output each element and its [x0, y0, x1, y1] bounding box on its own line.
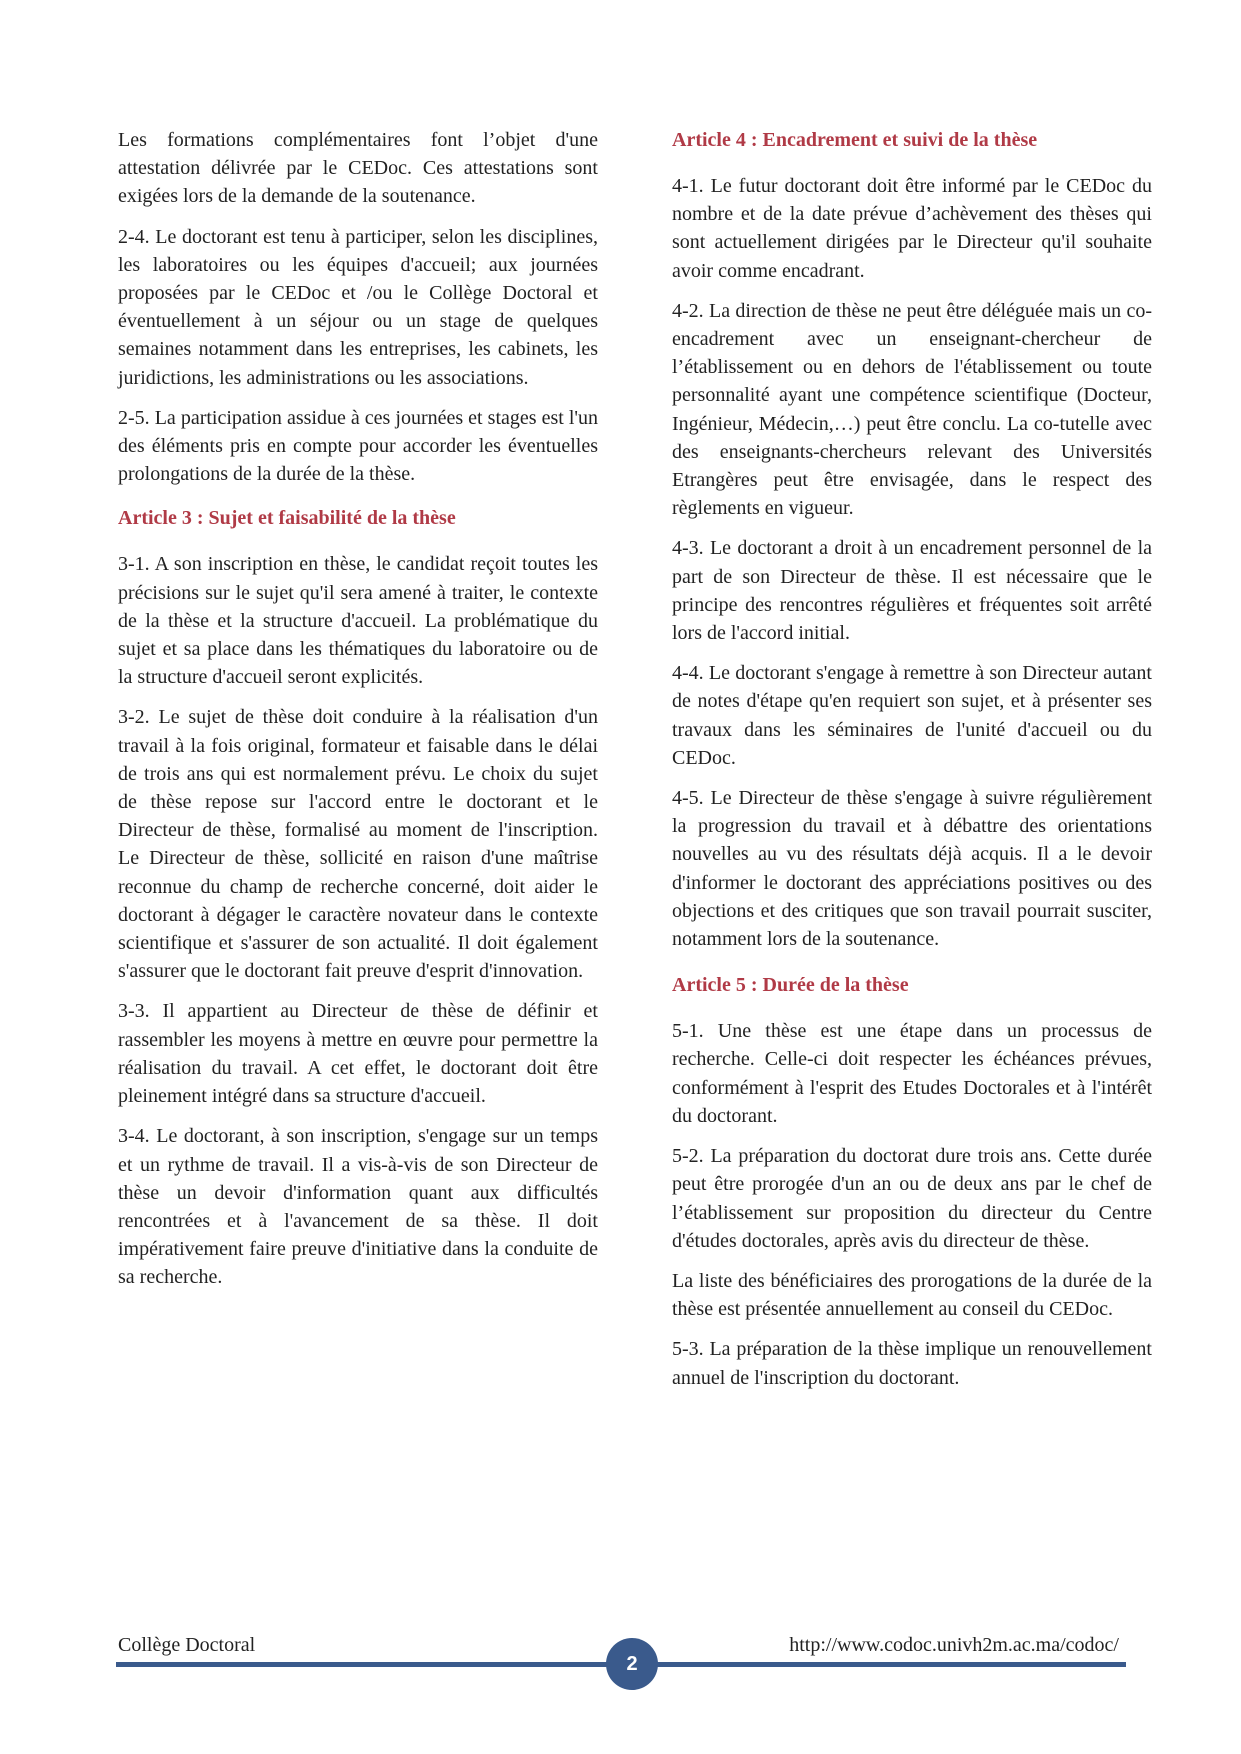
article-3-heading: Article 3 : Sujet et faisabilité de la thèse [118, 507, 456, 530]
paragraph-5-3: 5-3. La préparation de la thèse implique un renouvellement annuel de l'inscription du doctorant. [672, 1338, 1152, 1389]
right-column [672, 126, 1152, 1404]
paragraph-prorogations: La liste des bénéficiaires des prorogations de la durée de la thèse est présentée annuellement au conseil du CEDoc. [672, 1269, 1152, 1321]
paragraph-3-2: 3-2. Le sujet de thèse doit conduire à la réalisation d'un travail à la fois original, formateur et faisable dans le délai de trois ans qui est normalement prévu. Le choix du sujet de thèse repose sur l'accord entre le doctorant et le Directeur de thèse, formalisé au moment de l'inscription. Le Directeur de thèse, sollicité en raison d'une maîtrise reconnue du champ de recherche concerné, doit aider le doctorant à dégager le caractère novateur dans le contexte scientifique et s'assurer de son actualité. Il doit également s'assurer que le doctorant fait preuve d'esprit d'innovation. [118, 706, 598, 983]
article-4-heading: Article 4 : Encadrement et suivi de la thèse [672, 129, 1038, 151]
paragraph-formations: Les formations complémentaires font l’objet d'une attestation délivrée par le CEDoc. Ces attestations sont exigées lors de la demande de la soutenance. [118, 129, 598, 208]
footer-url-link[interactable]: http://www.codoc.univh2m.ac.ma/codoc/ [789, 1634, 1119, 1656]
paragraph-4-3: 4-3. Le doctorant a droit à un encadrement personnel de la part de son Directeur de thèse. Il est nécessaire que le principe des rencontres régulières et fréquentes soit arrêté lors de l'accord initial. [672, 537, 1152, 645]
left-column [118, 126, 598, 1304]
article-5-heading: Article 5 : Durée de la thèse [672, 974, 909, 997]
paragraph-3-1: 3-1. A son inscription en thèse, le candidat reçoit toutes les précisions sur le sujet qu'il sera amené à traiter, le contexte de la thèse et la structure d'accueil. La problématique du sujet et sa place dans les thématiques du laboratoire ou de la structure d'accueil seront explicités. [118, 553, 598, 689]
paragraph-4-5: 4-5. Le Directeur de thèse s'engage à suivre régulièrement la progression du travail et à débattre des orientations nouvelles au vu des résultats déjà acquis. Il a le devoir d'informer le doctorant des appréciations positives ou des objections et des critiques que son travail pourrait susciter, notamment lors de la soutenance. [672, 787, 1152, 951]
page-number-badge: 2 [606, 1638, 658, 1690]
paragraph-4-4: 4-4. Le doctorant s'engage à remettre à son Directeur autant de notes d'étape qu'en requiert son sujet, et à présenter ses travaux dans les séminaires de l'unité d'accueil ou du CEDoc. [672, 662, 1152, 769]
paragraph-2-4: 2-4. Le doctorant est tenu à participer, selon les disciplines, les laboratoires ou les équipes d'accueil; aux journées proposées par le CEDoc et /ou le Collège Doctoral et éventuellement à un séjour ou un stage de quelques semaines notamment dans les entreprises, les cabinets, les juridictions, les administrations ou les associations. [118, 225, 598, 389]
paragraph-4-1: 4-1. Le futur doctorant doit être informé par le CEDoc du nombre et de la date prévue d’achèvement des thèses qui sont actuellement dirigées par le Directeur qu'il souhaite avoir comme encadrant. [672, 175, 1152, 282]
paragraph-2-5: 2-5. La participation assidue à ces journées et stages est l'un des éléments pris en compte pour accorder les éventuelles prolongations de la durée de la thèse. [118, 406, 598, 486]
paragraph-5-2: 5-2. La préparation du doctorat dure trois ans. Cette durée peut être prorogée d'un an ou de deux ans par le chef de l’établissement sur proposition du directeur du Centre d'études doctorales, après avis du directeur de thèse. [672, 1145, 1152, 1252]
paragraph-5-1: 5-1. Une thèse est une étape dans un processus de recherche. Celle-ci doit respecter les échéances prévues, conformément à l'esprit des Etudes Doctorales et à l'intérêt du doctorant. [672, 1020, 1152, 1127]
paragraph-4-2: 4-2. La direction de thèse ne peut être déléguée mais un co-encadrement avec un enseignant-chercheur de l’établissement ou en dehors de l'établissement ou toute personnalité ayant une compétence scientifique (Docteur, Ingénieur, Médecin,…) peut être conclu. La co-tutelle avec des enseignants-chercheurs relevant des Universités Etrangères peut être envisagée, dans le respect des règlements en vigueur. [672, 299, 1152, 520]
footer-college-label: Collège Doctoral [118, 1634, 256, 1656]
paragraph-3-4: 3-4. Le doctorant, à son inscription, s'engage sur un temps et un rythme de travail. Il a vis-à-vis de son Directeur de thèse un devoir d'information quant aux difficultés rencontrées et à l'avancement de sa thèse. Il doit impérativement faire preuve d'initiative dans la conduite de sa recherche. [118, 1125, 598, 1289]
paragraph-3-3: 3-3. Il appartient au Directeur de thèse de définir et rassembler les moyens à mettre en œuvre pour permettre la réalisation du travail. A cet effet, le doctorant doit être pleinement intégré dans sa structure d'accueil. [118, 1000, 598, 1108]
